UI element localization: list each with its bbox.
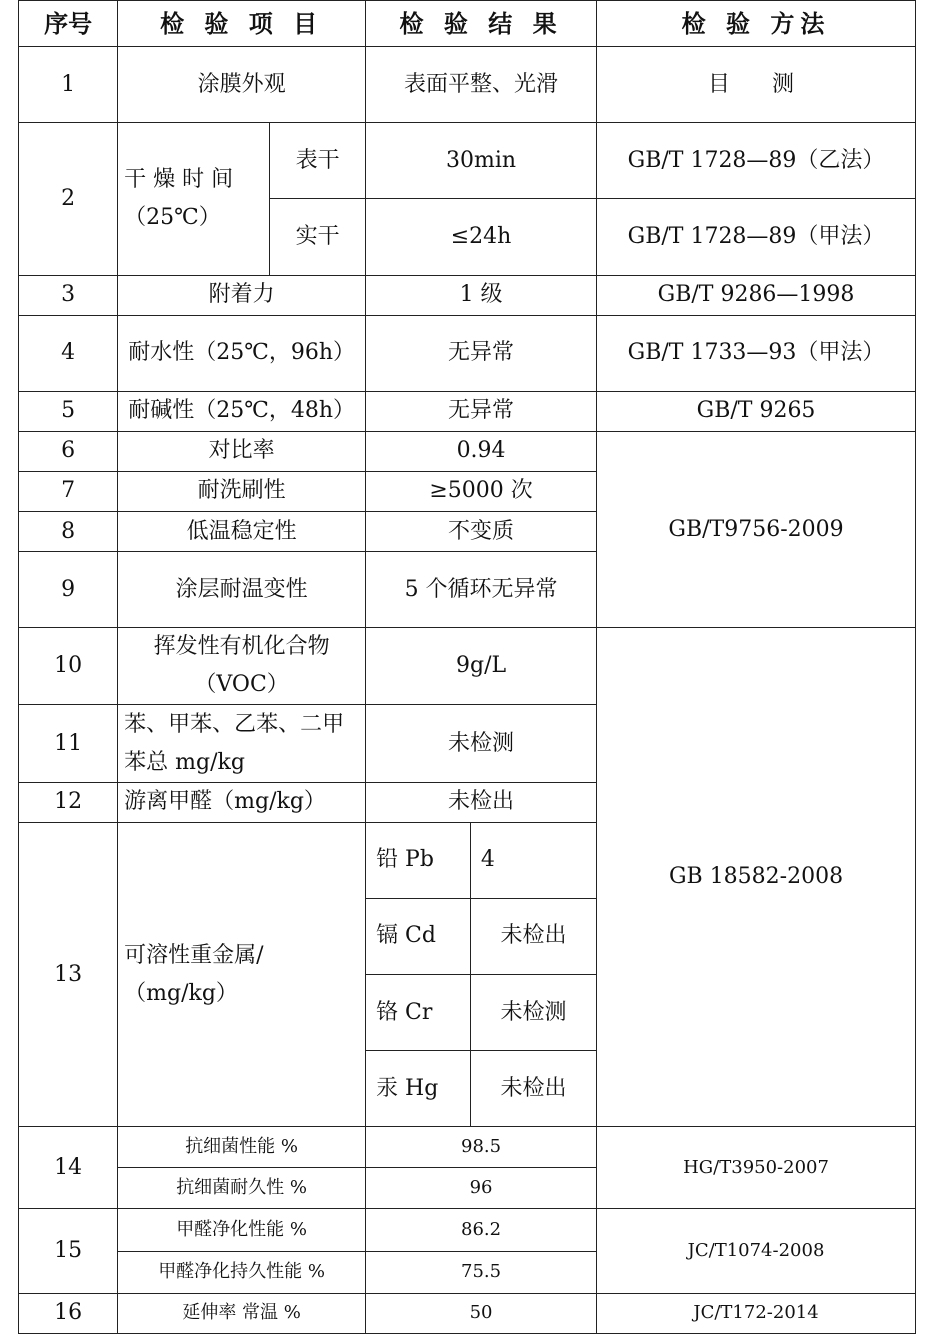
row-no: 16	[19, 1293, 118, 1333]
row-result: 不变质	[366, 512, 597, 552]
row-item: 耐碱性（25℃，48h）	[118, 391, 366, 431]
row-item: 实干	[270, 199, 366, 275]
row-item: 甲醛净化持久性能 %	[118, 1251, 366, 1293]
row-item: 表干	[270, 123, 366, 199]
row-item: 甲醛净化性能 %	[118, 1209, 366, 1251]
row-item: 延伸率 常温 %	[118, 1293, 366, 1333]
header-method: 检 验 方法	[597, 1, 916, 47]
row-result: 50	[366, 1293, 597, 1333]
inspection-table	[18, 0, 916, 1334]
table-row	[19, 315, 916, 391]
row-result: 96	[366, 1168, 597, 1209]
table-row	[19, 275, 916, 315]
row-result: 无异常	[366, 391, 597, 431]
table-row	[19, 123, 916, 199]
row-no: 7	[19, 471, 118, 511]
row-no: 15	[19, 1209, 118, 1293]
row-no: 1	[19, 47, 118, 123]
table-row	[19, 1293, 916, 1333]
row-item: 对比率	[118, 431, 366, 471]
row-method: JC/T1074-2008	[597, 1209, 916, 1293]
row-method: GB/T 9265	[597, 391, 916, 431]
row-item: 可溶性重金属/（mg/kg）	[118, 822, 366, 1127]
table-row	[19, 391, 916, 431]
row-no: 6	[19, 431, 118, 471]
row-method: 目 测	[597, 47, 916, 123]
metal-value-hg: 未检出	[470, 1051, 596, 1127]
row-item: 挥发性有机化合物（VOC）	[118, 628, 366, 705]
row-method: GB/T 9286—1998	[597, 275, 916, 315]
row-item: 低温稳定性	[118, 512, 366, 552]
row-result: 0.94	[366, 431, 597, 471]
metal-value-pb: 4	[470, 822, 596, 898]
row-method: GB 18582-2008	[597, 628, 916, 1127]
row-no: 11	[19, 705, 118, 782]
row-item: 抗细菌性能 %	[118, 1127, 366, 1168]
row-no: 4	[19, 315, 118, 391]
row-item: 游离甲醛（mg/kg）	[118, 782, 366, 822]
row-method: JC/T172-2014	[597, 1293, 916, 1333]
row-result: 86.2	[366, 1209, 597, 1251]
row-method: HG/T3950-2007	[597, 1127, 916, 1209]
row-item: 耐洗刷性	[118, 471, 366, 511]
row-result: 未检测	[366, 705, 597, 782]
row-result: 1 级	[366, 275, 597, 315]
row-item: 附着力	[118, 275, 366, 315]
row-no: 10	[19, 628, 118, 705]
header-no: 序号	[19, 1, 118, 47]
row-result: 9g/L	[366, 628, 597, 705]
header-item: 检 验 项 目	[118, 1, 366, 47]
row-method: GB/T9756-2009	[597, 431, 916, 627]
row-no: 13	[19, 822, 118, 1127]
metal-value-cr: 未检测	[470, 975, 596, 1051]
row-item: 涂膜外观	[118, 47, 366, 123]
row-method: GB/T 1733—93（甲法）	[597, 315, 916, 391]
row-item: 涂层耐温变性	[118, 552, 366, 628]
row-method: GB/T 1728—89（乙法）	[597, 123, 916, 199]
row-result: 5 个循环无异常	[366, 552, 597, 628]
drying-time-group: 干 燥 时 间（25℃）	[118, 123, 270, 275]
row-item: 耐水性（25℃，96h）	[118, 315, 366, 391]
table-row	[19, 1127, 916, 1168]
row-no: 12	[19, 782, 118, 822]
row-result: 无异常	[366, 315, 597, 391]
row-result: 98.5	[366, 1127, 597, 1168]
row-no: 2	[19, 123, 118, 275]
table-row	[19, 47, 916, 123]
row-no: 9	[19, 552, 118, 628]
table-row	[19, 628, 916, 705]
table-row	[19, 431, 916, 471]
metal-label-cd: 镉 Cd	[366, 898, 471, 974]
row-result: 75.5	[366, 1251, 597, 1293]
row-result: ≥5000 次	[366, 471, 597, 511]
row-method: GB/T 1728—89（甲法）	[597, 199, 916, 275]
metal-value-cd: 未检出	[470, 898, 596, 974]
row-item: 苯、甲苯、乙苯、二甲苯总 mg/kg	[118, 705, 366, 782]
row-no: 5	[19, 391, 118, 431]
row-no: 14	[19, 1127, 118, 1209]
metal-label-hg: 汞 Hg	[366, 1051, 471, 1127]
table-row	[19, 1209, 916, 1251]
row-result: 未检出	[366, 782, 597, 822]
metal-label-cr: 铬 Cr	[366, 975, 471, 1051]
row-no: 8	[19, 512, 118, 552]
row-no: 3	[19, 275, 118, 315]
row-result: ≤24h	[366, 199, 597, 275]
header-result: 检 验 结 果	[366, 1, 597, 47]
metal-label-pb: 铅 Pb	[366, 822, 471, 898]
header-row	[19, 1, 916, 47]
row-result: 30min	[366, 123, 597, 199]
row-result: 表面平整、光滑	[366, 47, 597, 123]
row-item: 抗细菌耐久性 %	[118, 1168, 366, 1209]
